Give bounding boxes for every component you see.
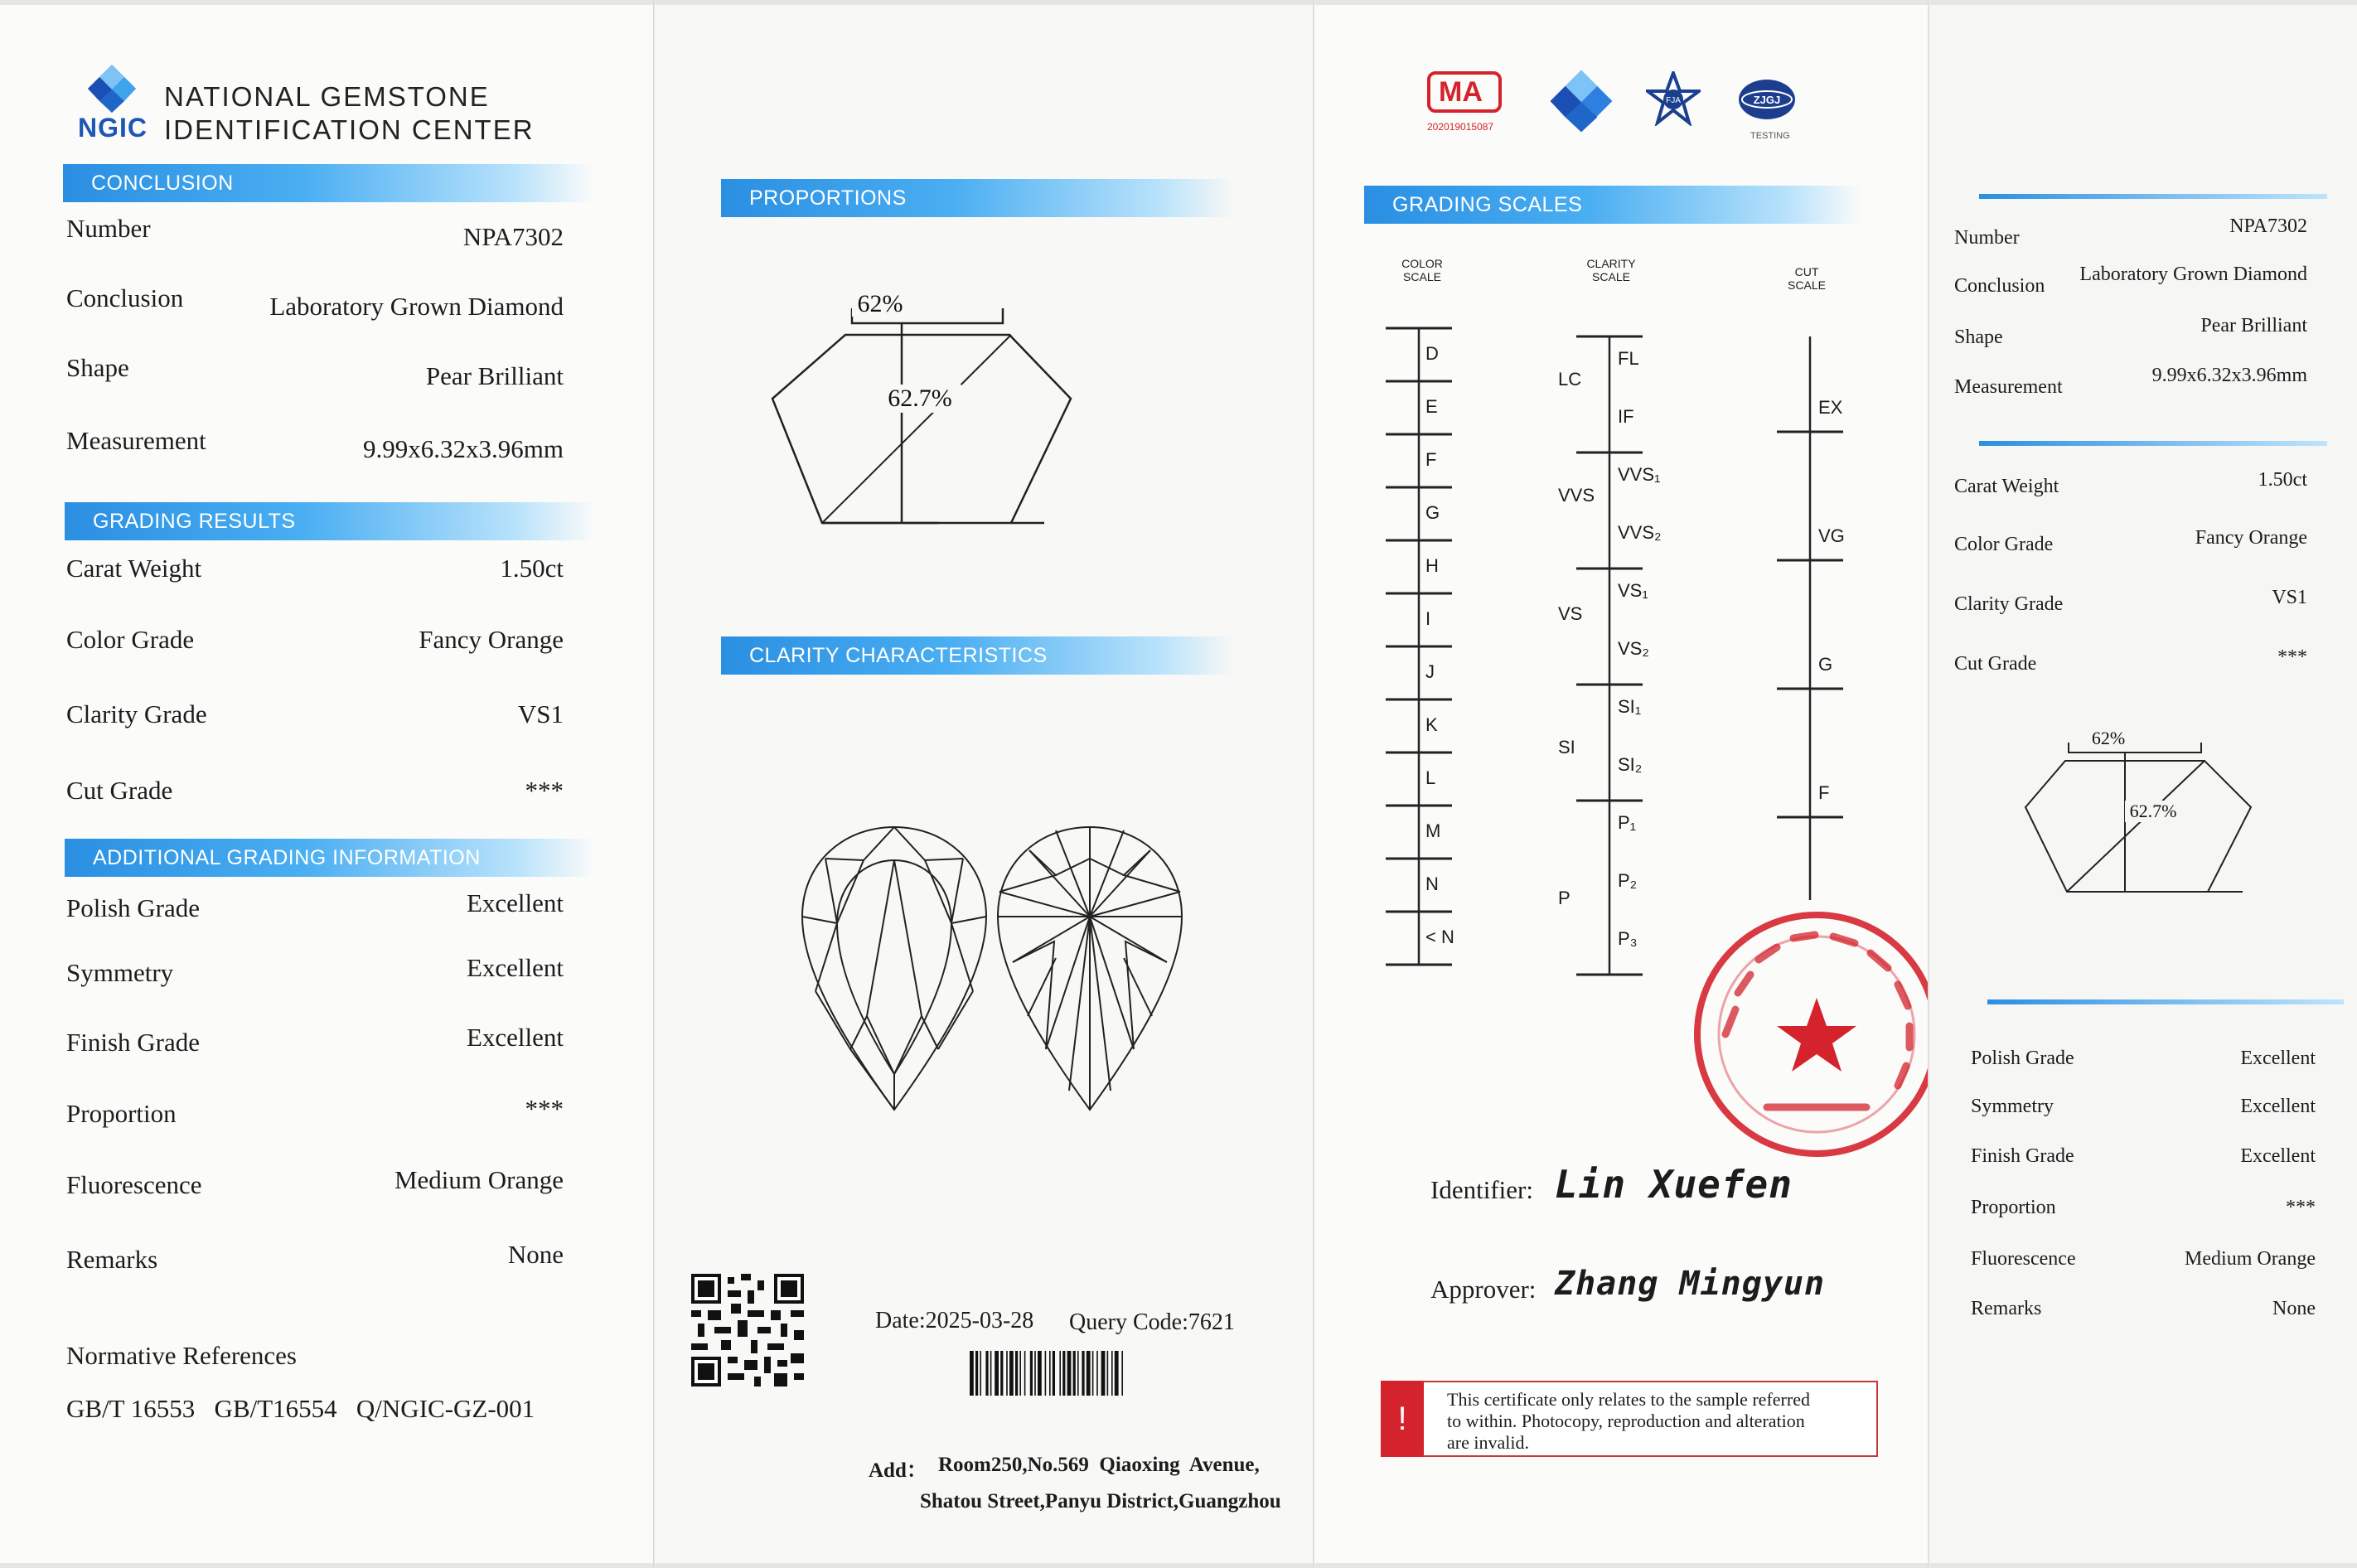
ngic-logo-icon [86, 63, 138, 114]
pear-pavilion-diagram-icon [996, 825, 1183, 1112]
color-scale-grade: H [1425, 555, 1439, 576]
additional-row-label: Finish Grade [66, 1028, 201, 1057]
summary-bottom-row-value: Excellent [2240, 1145, 2316, 1167]
summary-mid-row-label: Clarity Grade [1954, 593, 2064, 615]
color-scale-grade: F [1425, 449, 1437, 470]
summary-divider-top [1979, 194, 2327, 199]
summary-bottom-row-value: Excellent [2240, 1096, 2316, 1117]
warning-icon: ! [1381, 1381, 1424, 1457]
additional-row-value: *** [525, 1094, 564, 1123]
clarity-scale-group: VVS [1558, 484, 1595, 506]
summary-top-row-value: NPA7302 [2229, 215, 2307, 237]
summary-bottom-row-label: Remarks [1971, 1298, 2042, 1319]
additional-row-value: Medium Orange [394, 1165, 564, 1194]
color-scale-grade: < N [1425, 927, 1454, 947]
panel-summary [1929, 5, 2357, 1563]
identifier-signature: Lin Xuefen [1555, 1162, 1793, 1207]
summary-table-percent: 62% [2091, 728, 2126, 748]
color-scale-head: COLOR SCALE [1401, 257, 1443, 283]
summary-top-row-value: 9.99x6.32x3.96mm [2151, 365, 2307, 386]
approver-signature: Zhang Mingyun [1555, 1265, 1826, 1303]
panel-scales [1314, 5, 1928, 1563]
clarity-scale-head: CLARITY SCALE [1586, 257, 1636, 283]
fja-text: FJA [1666, 96, 1681, 105]
conclusion-header: CONCLUSION [63, 164, 593, 202]
notice-line1: This certificate only relates to the sample referred [1447, 1389, 1810, 1410]
summary-bottom-row-label: Finish Grade [1971, 1145, 2074, 1167]
summary-bottom-row-label: Symmetry [1971, 1096, 2054, 1117]
panel-diagrams [655, 5, 1313, 1563]
clarity-scale-group: LC [1558, 368, 1582, 390]
summary-top-row-value: Pear Brilliant [2200, 315, 2307, 336]
clarity-scale-grade: VS₂ [1618, 638, 1649, 659]
clarity-scale-grade: VVS₁ [1618, 464, 1661, 485]
zjgj-testing-icon [1734, 78, 1800, 124]
normative-title: Normative References [66, 1341, 298, 1370]
notice-line3: are invalid. [1447, 1432, 1529, 1453]
proportion-diagram [762, 287, 1160, 535]
clarity-scale-group: SI [1558, 737, 1575, 757]
conclusion-row-value: 9.99x6.32x3.96mm [363, 434, 564, 463]
grading-row-label: Carat Weight [66, 554, 202, 583]
org-name-line1: NATIONAL GEMSTONE [164, 81, 490, 112]
address-line2: Shatou Street,Panyu District,Guangzhou [920, 1490, 1281, 1512]
summary-mid-row-value: Fancy Orange [2195, 527, 2307, 549]
grading-row-label: Color Grade [66, 625, 195, 654]
summary-bottom-row-label: Proportion [1971, 1197, 2056, 1218]
cut-scale-head: CUT SCALE [1788, 265, 1826, 292]
summary-divider-mid [1979, 441, 2327, 446]
color-scale-grade: L [1425, 767, 1436, 788]
qr-code-icon [691, 1273, 804, 1387]
org-name-line2: IDENTIFICATION CENTER [164, 114, 535, 145]
clarity-scale-group: VS [1558, 603, 1583, 624]
conclusion-row-label: Shape [66, 353, 129, 382]
additional-row-label: Polish Grade [66, 893, 201, 922]
conclusion-row-label: Measurement [66, 426, 206, 455]
panel-results [0, 5, 653, 1563]
additional-row-value: Excellent [466, 888, 564, 917]
clarity-scale-grade: SI₁ [1618, 696, 1642, 717]
additional-row-value: Excellent [466, 1023, 564, 1052]
grading-row-value: *** [525, 776, 564, 805]
ngic-diamond-icon [1548, 68, 1614, 134]
additional-row-label: Symmetry [66, 958, 174, 987]
clarity-scale-grade: FL [1618, 348, 1639, 369]
table-percent: 62% [857, 290, 903, 317]
grading-row-value: 1.50ct [500, 554, 564, 583]
color-scale-grade: N [1425, 874, 1439, 894]
additional-row-label: Proportion [66, 1099, 177, 1128]
cma-badge [1427, 71, 1502, 113]
clarity-characteristics-header: CLARITY CHARACTERISTICS [721, 636, 1235, 675]
color-scale-grade: G [1425, 502, 1440, 523]
summary-mid-row-label: Cut Grade [1954, 653, 2037, 675]
color-scale-grade: J [1425, 661, 1435, 682]
summary-mid-row-value: VS1 [2272, 587, 2307, 608]
grading-row-label: Clarity Grade [66, 699, 207, 728]
depth-percent: 62.7% [888, 385, 952, 412]
clarity-scale-grade: SI₂ [1618, 754, 1643, 775]
clarity-scale-group: P [1558, 888, 1571, 908]
conclusion-row-label: Conclusion [66, 283, 184, 312]
summary-depth-percent: 62.7% [2129, 801, 2177, 821]
grading-scales-header: GRADING SCALES [1364, 186, 1861, 224]
additional-info-header: ADDITIONAL GRADING INFORMATION [65, 839, 595, 877]
cut-scale-grade: VG [1818, 525, 1845, 546]
approver-label: Approver: [1430, 1275, 1537, 1304]
additional-row-label: Fluorescence [66, 1170, 202, 1199]
normative-refs: GB/T 16553 GB/T16554 Q/NGIC-GZ-001 [66, 1394, 535, 1423]
color-scale-grade: E [1425, 396, 1438, 417]
fja-star-icon [1646, 71, 1701, 126]
issue-date: Date:2025-03-28 [875, 1308, 1034, 1333]
summary-mid-row-label: Carat Weight [1954, 476, 2059, 497]
cma-text: MA [1439, 76, 1483, 108]
proportions-header: PROPORTIONS [721, 179, 1235, 217]
color-scale-grade: M [1425, 820, 1441, 841]
address-line1: Room250,No.569 Qiaoxing Avenue, [938, 1454, 1260, 1476]
summary-mid-row-value: 1.50ct [2258, 469, 2307, 491]
testing-text: TESTING [1750, 131, 1790, 141]
cut-scale-grade: G [1818, 654, 1833, 675]
summary-bottom-row-label: Polish Grade [1971, 1048, 2074, 1069]
conclusion-row-label: Number [66, 214, 151, 243]
grading-row-label: Cut Grade [66, 776, 173, 805]
cma-number: 202019015087 [1427, 121, 1494, 133]
conclusion-row-value: NPA7302 [462, 222, 564, 251]
clarity-scale-grade: P₃ [1618, 928, 1638, 949]
summary-top-row-label: Measurement [1954, 376, 2063, 398]
notice-line2: to within. Photocopy, reproduction and alteration [1447, 1411, 1805, 1431]
summary-mid-row-label: Color Grade [1954, 534, 2054, 555]
ngic-wordmark: NGIC [78, 113, 148, 143]
clarity-scale-grade: IF [1618, 406, 1634, 427]
summary-bottom-row-value: Medium Orange [2185, 1248, 2316, 1270]
additional-row-label: Remarks [66, 1245, 158, 1274]
summary-bottom-row-value: None [2272, 1298, 2316, 1319]
summary-top-row-value: Laboratory Grown Diamond [2079, 264, 2307, 285]
summary-proportion-diagram [2009, 726, 2258, 900]
summary-bottom-row-label: Fluorescence [1971, 1248, 2076, 1270]
summary-bottom-row-value: Excellent [2240, 1048, 2316, 1069]
cut-scale-grade: F [1818, 782, 1830, 803]
summary-divider-bottom [1987, 999, 2344, 1004]
query-code: Query Code:7621 [1069, 1309, 1235, 1335]
clarity-scale-grade: P₁ [1618, 812, 1637, 833]
summary-bottom-row-value: *** [2286, 1197, 2316, 1218]
summary-top-row-label: Conclusion [1954, 275, 2045, 297]
additional-row-value: Excellent [466, 953, 564, 982]
conclusion-row-value: Pear Brilliant [425, 361, 564, 390]
clarity-scale-grade: VVS₂ [1618, 522, 1662, 543]
notice-box [1381, 1381, 1878, 1457]
color-scale-grade: D [1425, 343, 1439, 364]
summary-top-row-label: Number [1954, 227, 2020, 249]
identifier-label: Identifier: [1430, 1175, 1533, 1204]
grading-results-header: GRADING RESULTS [65, 502, 595, 540]
address-label: Add： [869, 1459, 927, 1482]
official-seal-stamp [1692, 910, 1941, 1159]
summary-mid-row-value: *** [2277, 646, 2307, 668]
color-scale-grade: I [1425, 608, 1431, 629]
clarity-scale-grade: VS₁ [1618, 580, 1648, 601]
zjgj-text: ZJGJ [1753, 94, 1781, 106]
grading-row-value: Fancy Orange [419, 625, 564, 654]
pear-crown-diagram-icon [801, 825, 988, 1112]
summary-top-row-label: Shape [1954, 327, 2003, 348]
clarity-scale-grade: P₂ [1618, 870, 1638, 891]
conclusion-row-value: Laboratory Grown Diamond [269, 292, 564, 321]
barcode-icon [970, 1351, 1245, 1396]
cut-scale-grade: EX [1818, 397, 1843, 418]
grading-row-value: VS1 [517, 699, 564, 728]
additional-row-value: None [507, 1240, 564, 1269]
color-scale-grade: K [1425, 714, 1438, 735]
